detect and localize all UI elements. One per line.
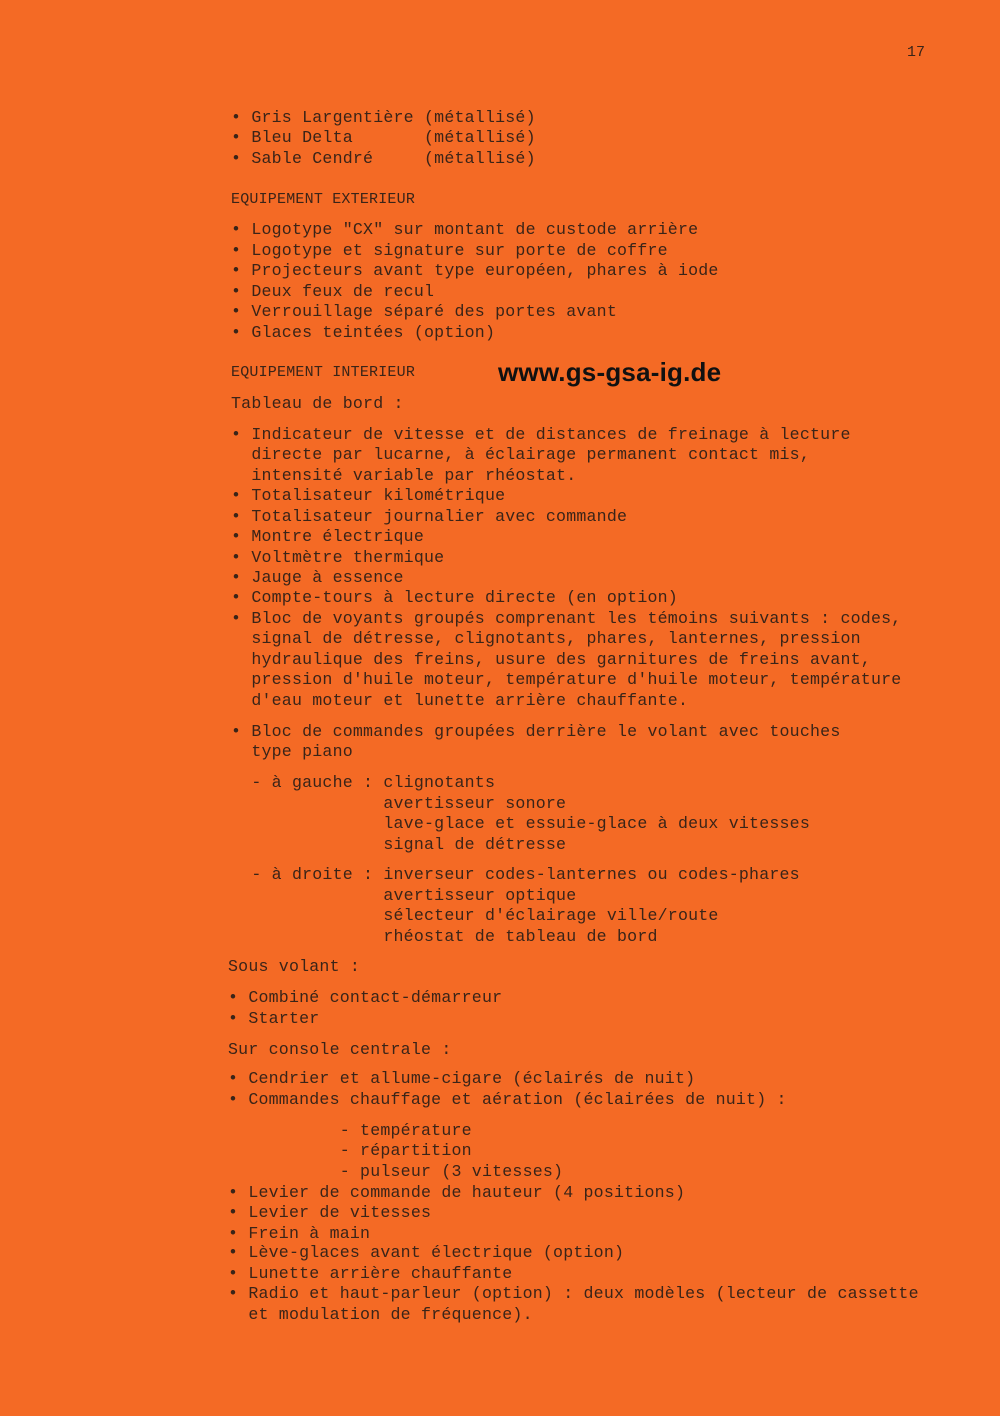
text-line: et modulation de fréquence). xyxy=(228,1305,533,1324)
text-line: • Compte-tours à lecture directe (en option) xyxy=(231,588,678,607)
text-line: • Logotype et signature sur porte de coffre xyxy=(231,241,668,260)
text-line: • Bloc de commandes groupées derrière le volant avec touches xyxy=(231,722,841,741)
text-line: intensité variable par rhéostat. xyxy=(231,466,577,485)
text-line: - répartition xyxy=(228,1141,472,1160)
text-line: directe par lucarne, à éclairage permanent contact mis, xyxy=(231,445,810,464)
text-line: • Bleu Delta (métallisé) xyxy=(231,128,536,147)
text-line: • Voltmètre thermique xyxy=(231,548,445,567)
text-line: • Montre électrique xyxy=(231,527,424,546)
text-line: pression d'huile moteur, température d'huile moteur, température xyxy=(231,670,902,689)
text-line: • Sable Cendré (métallisé) xyxy=(231,149,536,168)
text-line: • Indicateur de vitesse et de distances de freinage à lecture xyxy=(231,425,851,444)
website-watermark: www.gs-gsa-ig.de xyxy=(498,357,722,387)
text-line: • Totalisateur journalier avec commande xyxy=(231,507,628,526)
text-line: • Cendrier et allume-cigare (éclairés de nuit) xyxy=(228,1069,696,1088)
text-line: avertisseur optique xyxy=(231,886,577,905)
text-line: • Lève-glaces avant électrique (option) xyxy=(228,1243,625,1262)
text-line: • Glaces teintées (option) xyxy=(231,323,496,342)
text-line: Tableau de bord : xyxy=(231,394,404,413)
text-line: • Starter xyxy=(228,1009,320,1028)
text-line: • Lunette arrière chauffante xyxy=(228,1264,513,1283)
text-line: • Levier de vitesses xyxy=(228,1203,432,1222)
text-line: Sur console centrale : xyxy=(228,1040,452,1059)
page-number: 17 xyxy=(907,44,926,61)
text-line: lave-glace et essuie-glace à deux vitesses xyxy=(231,814,810,833)
section-heading: EQUIPEMENT EXTERIEUR xyxy=(231,191,416,208)
text-line: - pulseur (3 vitesses) xyxy=(228,1162,564,1181)
text-line: • Combiné contact-démarreur xyxy=(228,988,503,1007)
text-line: signal de détresse xyxy=(231,835,567,854)
section-heading: EQUIPEMENT INTERIEUR xyxy=(231,364,416,381)
text-line: • Bloc de voyants groupés comprenant les témoins suivants : codes, xyxy=(231,609,902,628)
text-line: Sous volant : xyxy=(228,957,361,976)
text-line: hydraulique des freins, usure des garnitures de freins avant, xyxy=(231,650,871,669)
text-line: rhéostat de tableau de bord xyxy=(231,927,658,946)
text-line: • Jauge à essence xyxy=(231,568,404,587)
text-line: • Gris Largentière (métallisé) xyxy=(231,108,536,127)
text-line: type piano xyxy=(231,742,353,761)
text-line: • Totalisateur kilométrique xyxy=(231,486,506,505)
text-line: sélecteur d'éclairage ville/route xyxy=(231,906,719,925)
text-line: - à gauche : clignotants xyxy=(231,773,496,792)
text-line: • Commandes chauffage et aération (éclairées de nuit) : xyxy=(228,1090,787,1109)
text-line: - à droite : inverseur codes-lanternes ou codes-phares xyxy=(231,865,800,884)
text-line: • Deux feux de recul xyxy=(231,282,435,301)
text-line: • Radio et haut-parleur (option) : deux modèles (lecteur de cassette xyxy=(228,1284,919,1303)
text-line: • Frein à main xyxy=(228,1224,371,1243)
text-line: • Logotype "CX" sur montant de custode arrière xyxy=(231,220,699,239)
text-line: signal de détresse, clignotants, phares, lanternes, pression xyxy=(231,629,861,648)
text-line: - température xyxy=(228,1121,472,1140)
text-line: avertisseur sonore xyxy=(231,794,567,813)
text-line: • Verrouillage séparé des portes avant xyxy=(231,302,617,321)
text-line: • Levier de commande de hauteur (4 positions) xyxy=(228,1183,686,1202)
text-line: • Projecteurs avant type européen, phares à iode xyxy=(231,261,719,280)
text-line: d'eau moteur et lunette arrière chauffante. xyxy=(231,691,689,710)
